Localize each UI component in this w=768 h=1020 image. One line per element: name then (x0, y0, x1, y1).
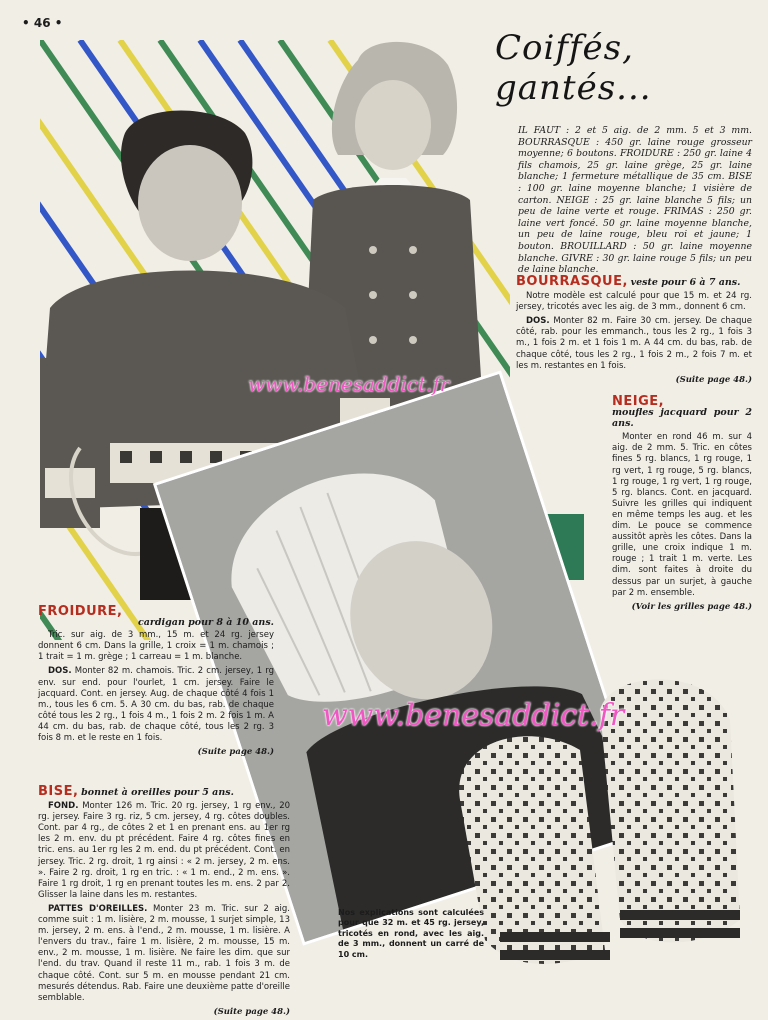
watermark-top: www.benesaddict.fr (248, 372, 450, 396)
froidure-dos-text: Monter 82 m. chamois. Tric. 2 cm. jersey, 1 rg env. sur end. pour l'ourlet, 1 cm. jersey. Faire le jacquard. Cont. en jersey. Aug. de chaque côté 4 fois 1 m., tous les 6 cm. 5. A 30 cm. du bas, rab. de chaque côté tous les 2 rg., 1 fois 4 m., 1 fois 2 m. 2 fois 1 m. A 44 cm. du bas, rab. de chaque côté, tous les 2 rg. 3 fois 8 m. et le reste en 1 fois. (38, 666, 275, 744)
bourrasque-subtitle: veste pour 6 à 7 ans. (630, 277, 741, 288)
bourrasque-dos-label: DOS. (526, 316, 550, 327)
neige-section (612, 396, 752, 613)
bourrasque-heading: BOURRASQUE, (516, 274, 628, 289)
bourrasque-continued: (Suite page 48.) (675, 374, 752, 385)
neige-see-grids: (Voir les grilles page 48.) (631, 601, 752, 612)
page-title: Coiffés, gantés... (495, 28, 652, 108)
neige-text: Monter en rond 46 m. sur 4 aig. de 2 mm. 5. Tric. en côtes fines 5 rg. blancs, 1 rg rouge, 1 rg vert, 1 rg rouge, 5 rg. blancs, 1 rg rouge, 1 rg vert, 1 rg rouge, 5 rg. blancs. Cont. en jacquard. Suivre les grilles qui indiquent en même temps les aug. et les dim. Le pouce se commence aussitôt après les côtes. Dans la grille, une croix indique 1 m. rouge ; 1 trait 1 m. verte. Les dim. sont faites à droite du dessus par un surjet, à gauche par 2 m. ensemble. (612, 432, 752, 598)
froidure-dos-label: DOS. (48, 666, 72, 677)
froidure-continued: (Suite page 48.) (197, 747, 274, 758)
froidure-section (38, 606, 274, 758)
bise-pattes-text: Monter 23 m. Tric. sur 2 aig. comme suit : 1 m. lisière, 2 m. mousse, 1 surjet simple, 13 m. jersey, 2 m. ens. à l'end., 2 m. mousse, 1 m. lisière. A l'envers du trav., faire 1 m. lisière, 2 m. mousse, 15 m. env., 2 m. mousse, 1 m. lisière. Ne faire les dim. que sur l'end. du trav. Quand il reste 11 m., rab. 1 fois 3 m. de chaque côté. Cont. sur 5 m. en mousse pendant 21 cm. mesurés détendus. Rab. Faire une deuxième patte d'oreille semblable. (38, 903, 291, 1003)
materials-block: IL FAUT : 2 et 5 aig. de 2 mm. 5 et 3 mm. BOURRASQUE : 450 gr. laine rouge grosseur moyenne; 6 boutons. FROIDURE : 250 gr. laine 4 fils chamois, 25 gr. laine grège, 25 gr. laine blanche; 1 fermeture métallique de 35 cm. BISE : 100 gr. laine moyenne blanche; 1 visière de carton. NEIGE : 25 gr. laine blanche 5 fils; un peu de laine verte et rouge. FRIMAS : 250 gr. laine vert foncé. 50 gr. laine moyenne blanche, un peu de laine rouge, bleu roi et jaune; 1 bouton. BROUILLARD : 50 gr. laine moyenne blanche. GIVRE : 30 gr. laine rouge 5 fils; un peu de laine blanche. (518, 125, 752, 276)
froidure-gauge-text: Tric. sur aig. de 3 mm., 15 m. et 24 rg. jersey donnent 6 cm. Dans la grille, 1 croix = 1 m. chamois ; 1 trait = 1 m. grège ; 1 carreau = 1 m. blanche. (38, 630, 274, 663)
froidure-subtitle: cardigan pour 8 à 10 ans. (137, 617, 274, 629)
neige-subtitle: moufles jacquard pour 2 ans. (612, 407, 752, 430)
page-number: • 46 • (22, 16, 63, 30)
neige-heading: NEIGE, (612, 394, 665, 409)
bise-heading: BISE, (38, 784, 79, 799)
bise-continued: (Suite page 48.) (213, 1006, 290, 1017)
bourrasque-section (516, 276, 752, 386)
froidure-heading: FROIDURE, (38, 604, 123, 619)
bise-section (38, 786, 290, 1018)
watermark-center: www.benesaddict.fr (322, 698, 625, 733)
bourrasque-gauge-text: Notre modèle est calculé pour que 15 m. et 24 rg. jersey, tricotés avec les aig. de 3 mm., donnent 6 cm. (516, 291, 752, 313)
bise-pattes-label: PATTES D'OREILLES. (48, 903, 148, 914)
bise-fond-label: FOND. (48, 801, 79, 812)
bise-fond-text: Monter 126 m. Tric. 20 rg. jersey, 1 rg env., 20 rg. jersey. Faire 3 rg. riz, 5 cm. jersey, 4 rg. côtes doubles. Cont. par 4 rg., de côtes 2 et 1 en prenant ens. au 1er rg les 2 m. env. du pt précédent. Faire 4 rg. côtes fines en tric. ens. au 1er rg les 2 m. end. du pt précédent. Cont. en jersey. Tric. 2 rg. droit, 1 rg ainsi : « 2 m. jersey, 2 m. ens. ». Faire 2 rg. droit, 1 rg en tric. : « 1 m. end., 2 m. ens. ». Faire 1 rg droit, 1 rg en prenant toutes les m. ens. 2 par 2. Glisser la laine dans les m. restantes. (38, 801, 291, 900)
bise-subtitle: bonnet à oreilles pour 5 ans. (81, 787, 234, 798)
mittens-gauge-caption: Nos explications sont calculées pour que 32 m. et 45 rg. jersey, tricotés en rond, avec les aig. de 3 mm., donnent un carré de 10 cm. (338, 908, 484, 959)
bourrasque-dos-text: Monter 82 m. Faire 30 cm. jersey. De chaque côté, rab. pour les emmanch., tous les 2 rg., 1 fois 3 m., 1 fois 2 m. et 1 fois 1 m. A 44 cm. du bas, rab. de chaque côté, tous les 2 rg., 1 fois 2 m., 2 fois 7 m. et les m. restantes en 1 fois. (516, 316, 752, 371)
